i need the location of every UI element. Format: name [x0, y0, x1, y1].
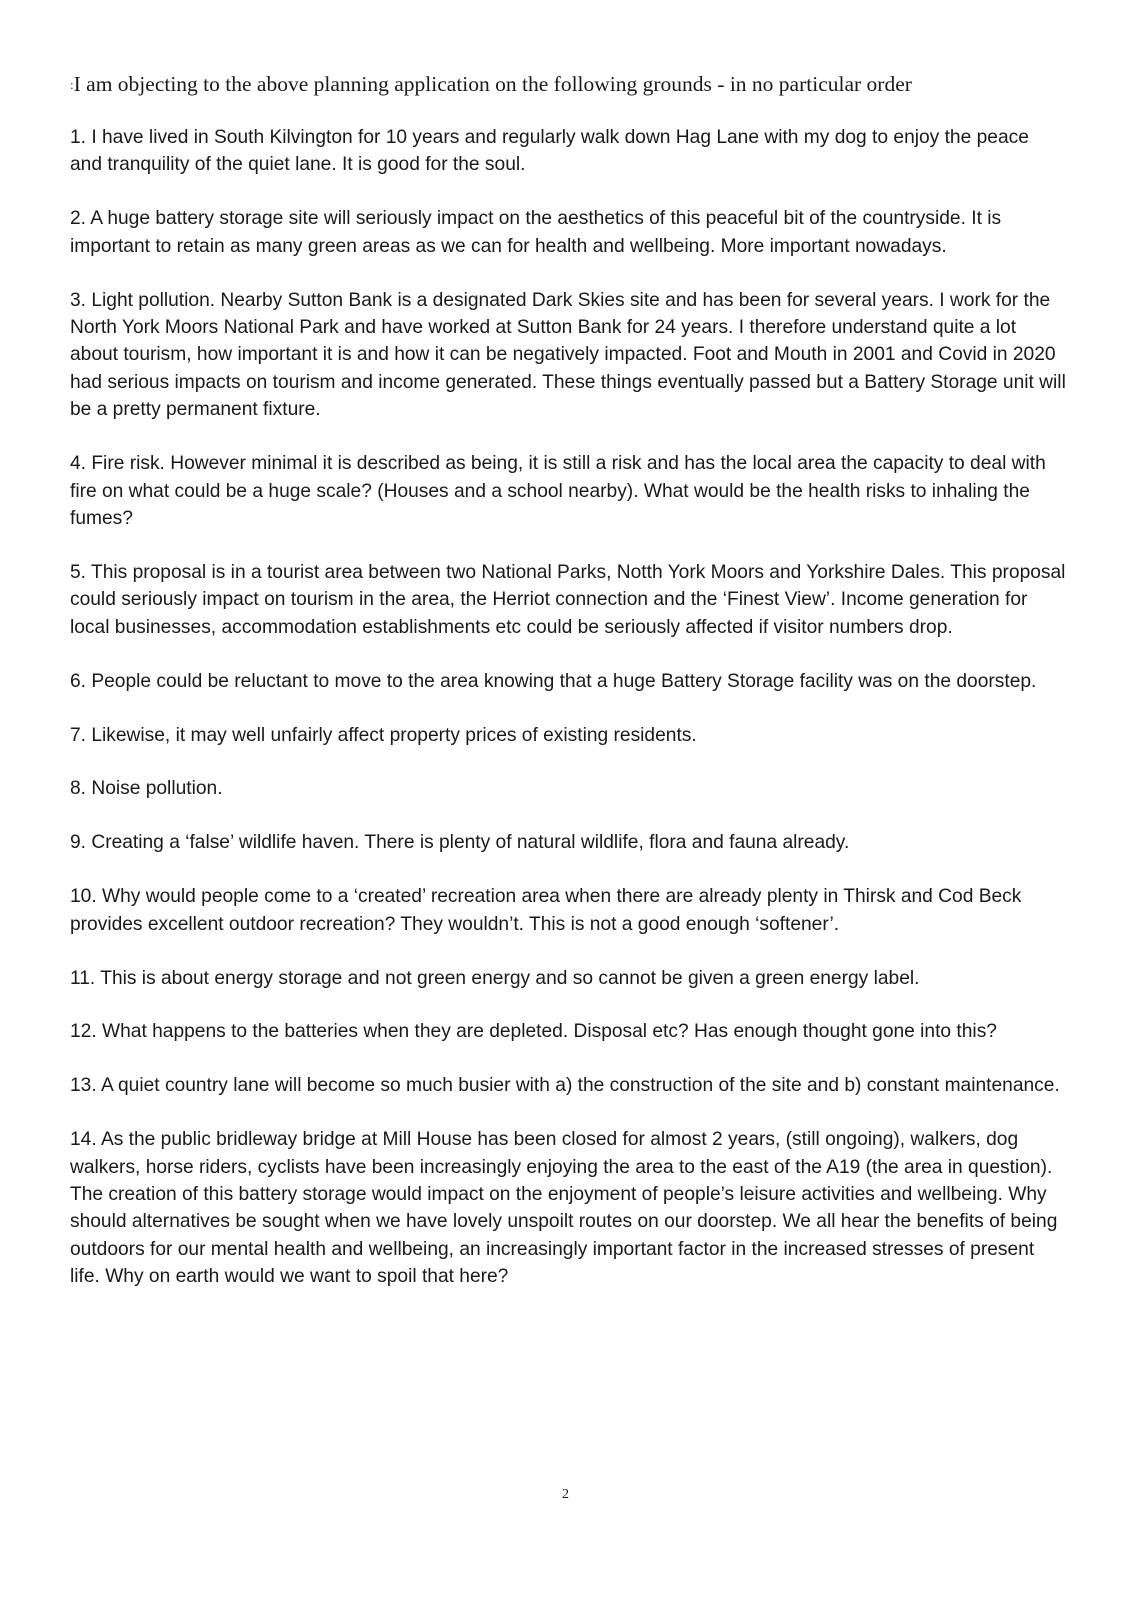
objection-paragraph-14: 14. As the public bridleway bridge at Mill House has been closed for almost 2 years, (still ongoing), walkers, dog walkers, horse riders, cyclists have been increasingly enjoying the area to the east of the A19 (the area in question). The creation of this battery storage would impact on the enjoyment of people’s leisure activities and wellbeing. Why should alternatives be sought when we have lovely unspoilt routes on our doorstep. We all hear the benefits of being outdoors for our mental health and wellbeing, an increasingly important factor in the increased stresses of present life. Why on earth would we want to spoil that here? — [70, 1129, 1058, 1288]
objection-paragraph-7: 7. Likewise, it may well unfairly affect property prices of existing residents. — [70, 724, 697, 746]
intro-statement — [70, 70, 1066, 99]
document-body — [70, 70, 1066, 1317]
objection-paragraph-4: 4. Fire risk. However minimal it is described as being, it is still a risk and has the local area the capacity to deal with fire on what could be a huge scale? (Houses and a school nearby). What would be the health risks to inhaling the fumes? — [70, 453, 1046, 529]
objection-paragraph-1: 1. I have lived in South Kilvington for 10 years and regularly walk down Hag Lane with my dog to enjoy the peace and tranquility of the quiet lane. It is good for the soul. — [70, 127, 1029, 176]
intro-marker: : — [70, 77, 74, 92]
objection-paragraph-10: 10. Why would people come to a ‘created’ recreation area when there are already plenty in Thirsk and Cod Beck provides excellent outdoor recreation? They wouldn’t. This is not a good enough ‘softener’. — [70, 886, 1022, 935]
objection-paragraph-6: 6. People could be reluctant to move to the area knowing that a huge Battery Storage facility was on the doorstep. — [70, 670, 1037, 692]
objection-paragraph-2: 2. A huge battery storage site will seriously impact on the aesthetics of this peaceful bit of the countryside. It is important to retain as many green areas as we can for health and wellbeing. More important nowadays. — [70, 208, 1002, 257]
objection-paragraph-3: 3. Light pollution. Nearby Sutton Bank is a designated Dark Skies site and has been for several years. I work for the North York Moors National Park and have worked at Sutton Bank for 24 years. I therefore understand quite a lot about tourism, how important it is and how it can be negatively impacted. Foot and Mouth in 2001 and Covid in 2020 had serious impacts on tourism and income generated. These things eventually passed but a Battery Storage unit will be a pretty permanent fixture. — [70, 289, 1066, 421]
objection-paragraph-8: 8. Noise pollution. — [70, 778, 223, 800]
objection-paragraph-9: 9. Creating a ‘false’ wildlife haven. There is plenty of natural wildlife, flora and fauna already. — [70, 832, 850, 854]
page-number: 2 — [562, 1487, 569, 1502]
objection-paragraph-12: 12. What happens to the batteries when they are depleted. Disposal etc? Has enough thought gone into this? — [70, 1021, 997, 1043]
intro-text: I am objecting to the above planning application on the following grounds - in no particular order — [73, 72, 912, 96]
objection-paragraph-13: 13. A quiet country lane will become so much busier with a) the construction of the site and b) constant maintenance. — [70, 1075, 1060, 1097]
objection-paragraph-5: 5. This proposal is in a tourist area between two National Parks, Notth York Moors and Yorkshire Dales. This proposal could seriously impact on tourism in the area, the Herriot connection and the ‘Finest View’. Income generation for local businesses, accommodation establishments etc could be seriously affected if visitor numbers drop. — [70, 561, 1066, 638]
objection-paragraph-11: 11. This is about energy storage and not green energy and so cannot be given a green energy label. — [70, 967, 920, 989]
